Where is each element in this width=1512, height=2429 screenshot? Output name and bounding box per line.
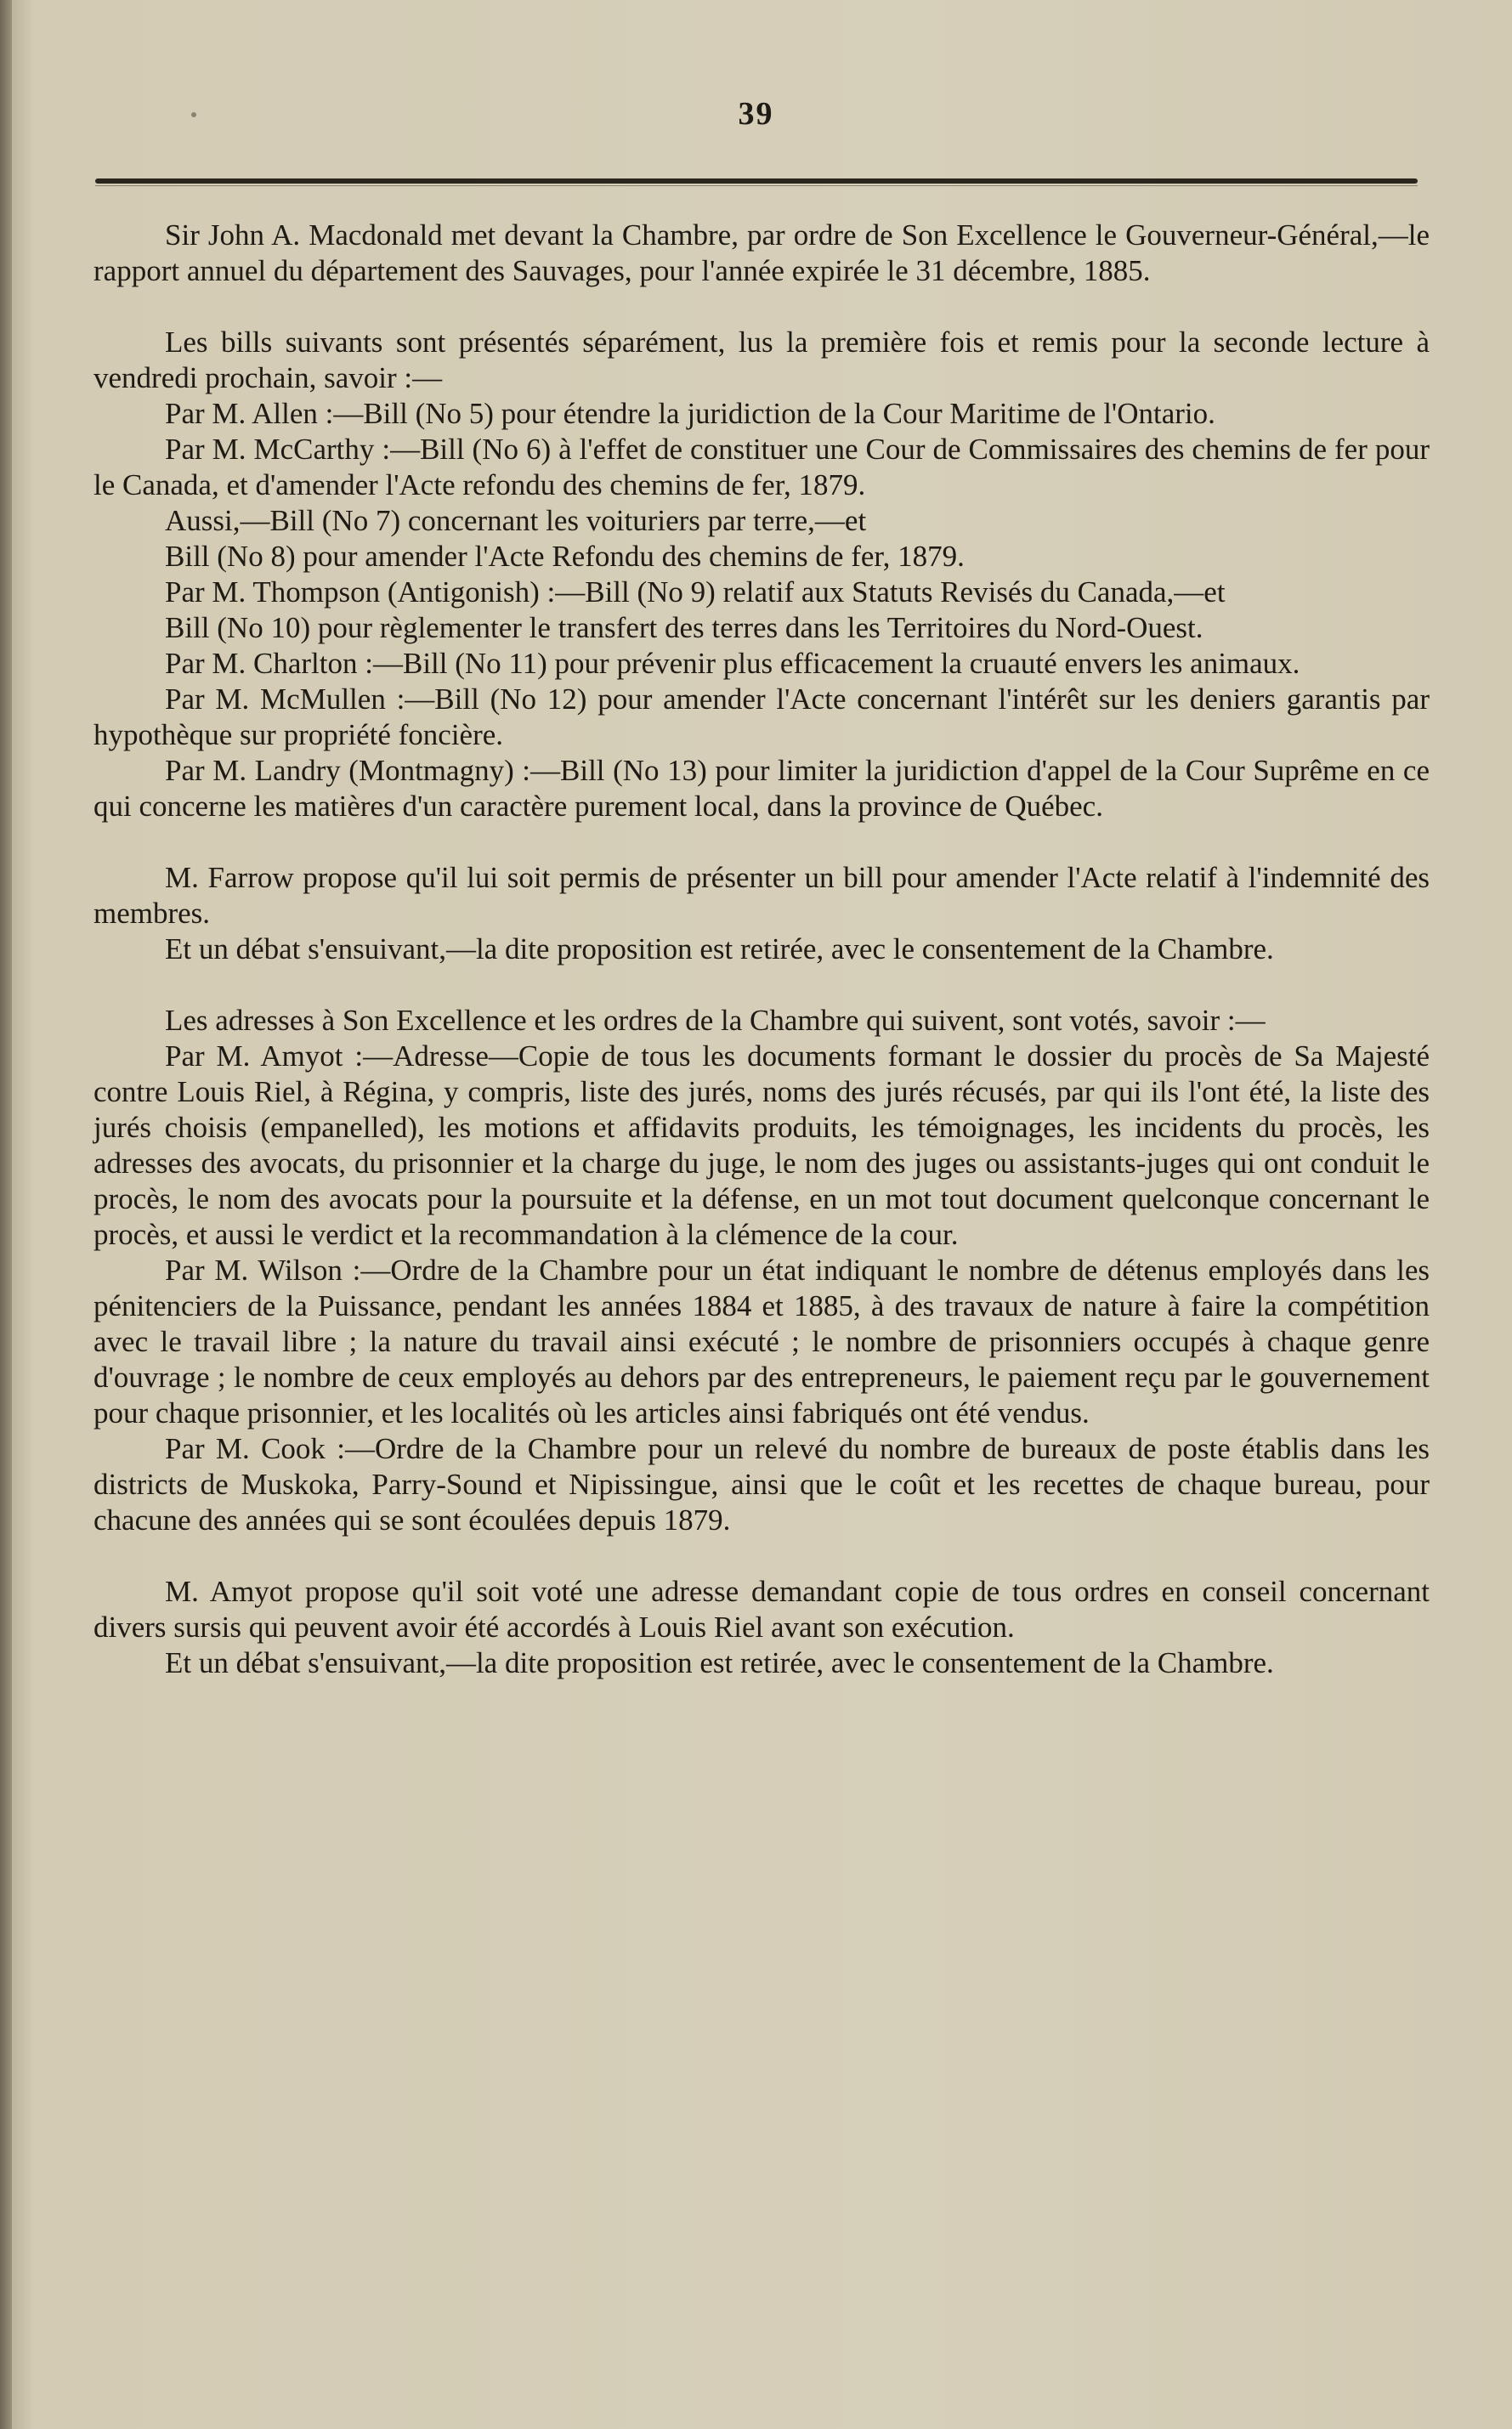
paragraph-cook-order: Par M. Cook :—Ordre de la Chambre pour un relevé du nombre de bureaux de poste établis dans les districts de Muskoka, Parry-Sound et Nipissingue, ainsi que le coût et les recettes de chaque bureau, pour chacune des années qui se sont écoulées depuis 1879.	[93, 1432, 1430, 1537]
paragraph-bills-intro: Les bills suivants sont présentés séparément, lus la première fois et remis pour la seconde lecture à vendredi prochain, savoir :—	[93, 326, 1430, 394]
header-rule	[95, 178, 1418, 184]
paragraph-amyot-motion: M. Amyot propose qu'il soit voté une adresse demandant copie de tous ordres en conseil concernant divers sursis qui peuvent avoir été accordés à Louis Riel avant son exécution.	[93, 1575, 1430, 1644]
paragraph-bill-charlton: Par M. Charlton :—Bill (No 11) pour prévenir plus efficacement la cruauté envers les animaux.	[165, 647, 1300, 680]
page-body	[93, 218, 1430, 1681]
paragraph-bill-8: Bill (No 8) pour amender l'Acte Refondu des chemins de fer, 1879.	[165, 540, 965, 573]
paragraph-bill-landry: Par M. Landry (Montmagny) :—Bill (No 13) pour limiter la juridiction d'appel de la Cour Suprême en ce qui concerne les matières d'un caractère purement local, dans la province de Québec.	[93, 754, 1430, 823]
paragraph-bill-7: Aussi,—Bill (No 7) concernant les voituriers par terre,—et	[165, 504, 867, 537]
paragraph-amyot-withdrawn: Et un débat s'ensuivant,—la dite proposition est retirée, avec le consentement de la Chambre.	[165, 1646, 1274, 1679]
paragraph-farrow-withdrawn: Et un débat s'ensuivant,—la dite proposition est retirée, avec le consentement de la Chambre.	[165, 932, 1274, 965]
paragraph-bill-mccarthy: Par M. McCarthy :—Bill (No 6) à l'effet de constituer une Cour de Commissaires des chemins de fer pour le Canada, et d'amender l'Acte refondu des chemins de fer, 1879.	[93, 433, 1430, 501]
paragraph-addresses-intro: Les adresses à Son Excellence et les ordres de la Chambre qui suivent, sont votés, savoir :—	[165, 1004, 1266, 1037]
page-number: 39	[738, 96, 774, 132]
paragraph-macdonald-report: Sir John A. Macdonald met devant la Chambre, par ordre de Son Excellence le Gouverneur-Général,—le rapport annuel du département des Sauvages, pour l'année expirée le 31 décembre, 1885.	[93, 218, 1430, 287]
paragraph-bill-mcmullen: Par M. McMullen :—Bill (No 12) pour amender l'Acte concernant l'intérêt sur les deniers garantis par hypothèque sur propriété foncière.	[93, 682, 1430, 751]
paragraph-bill-allen: Par M. Allen :—Bill (No 5) pour étendre la juridiction de la Cour Maritime de l'Ontario.	[165, 397, 1215, 430]
paragraph-bill-thompson: Par M. Thompson (Antigonish) :—Bill (No 9) relatif aux Statuts Revisés du Canada,—et	[165, 575, 1226, 609]
page-binding-edge	[0, 0, 12, 2429]
paragraph-wilson-order: Par M. Wilson :—Ordre de la Chambre pour un état indiquant le nombre de détenus employés dans les pénitenciers de la Puissance, pendant les années 1884 et 1885, à des travaux de nature à faire la compétition avec le travail libre ; la nature du travail ainsi exécuté ; le nombre de prisonniers occupés à chaque genre d'ouvrage ; le nombre de ceux employés au dehors par des entrepreneurs, le paiement reçu par le gouvernement pour chaque prisonnier, et les localités où les articles ainsi fabriqués ont été vendus.	[93, 1254, 1430, 1430]
paragraph-bill-10: Bill (No 10) pour règlementer le transfert des terres dans les Territoires du Nord-Ouest.	[165, 611, 1203, 644]
paragraph-amyot-address: Par M. Amyot :—Adresse—Copie de tous les documents formant le dossier du procès de Sa Majesté contre Louis Riel, à Régina, y compris, liste des jurés, noms des jurés récusés, par qui ils l'ont été, la liste des jurés choisis (empanelled), les motions et affidavits produits, les témoignages, les incidents du procès, les adresses des avocats, du prisonnier et la charge du juge, le nom des juges ou assistants-juges qui ont conduit le procès, le nom des avocats pour la poursuite et la défense, en un mot tout document quelconque concernant le procès, et aussi le verdict et la recommandation à la clémence de la cour.	[93, 1039, 1430, 1251]
paragraph-farrow-motion: M. Farrow propose qu'il lui soit permis de présenter un bill pour amender l'Acte relatif à l'indemnité des membres.	[93, 861, 1430, 930]
